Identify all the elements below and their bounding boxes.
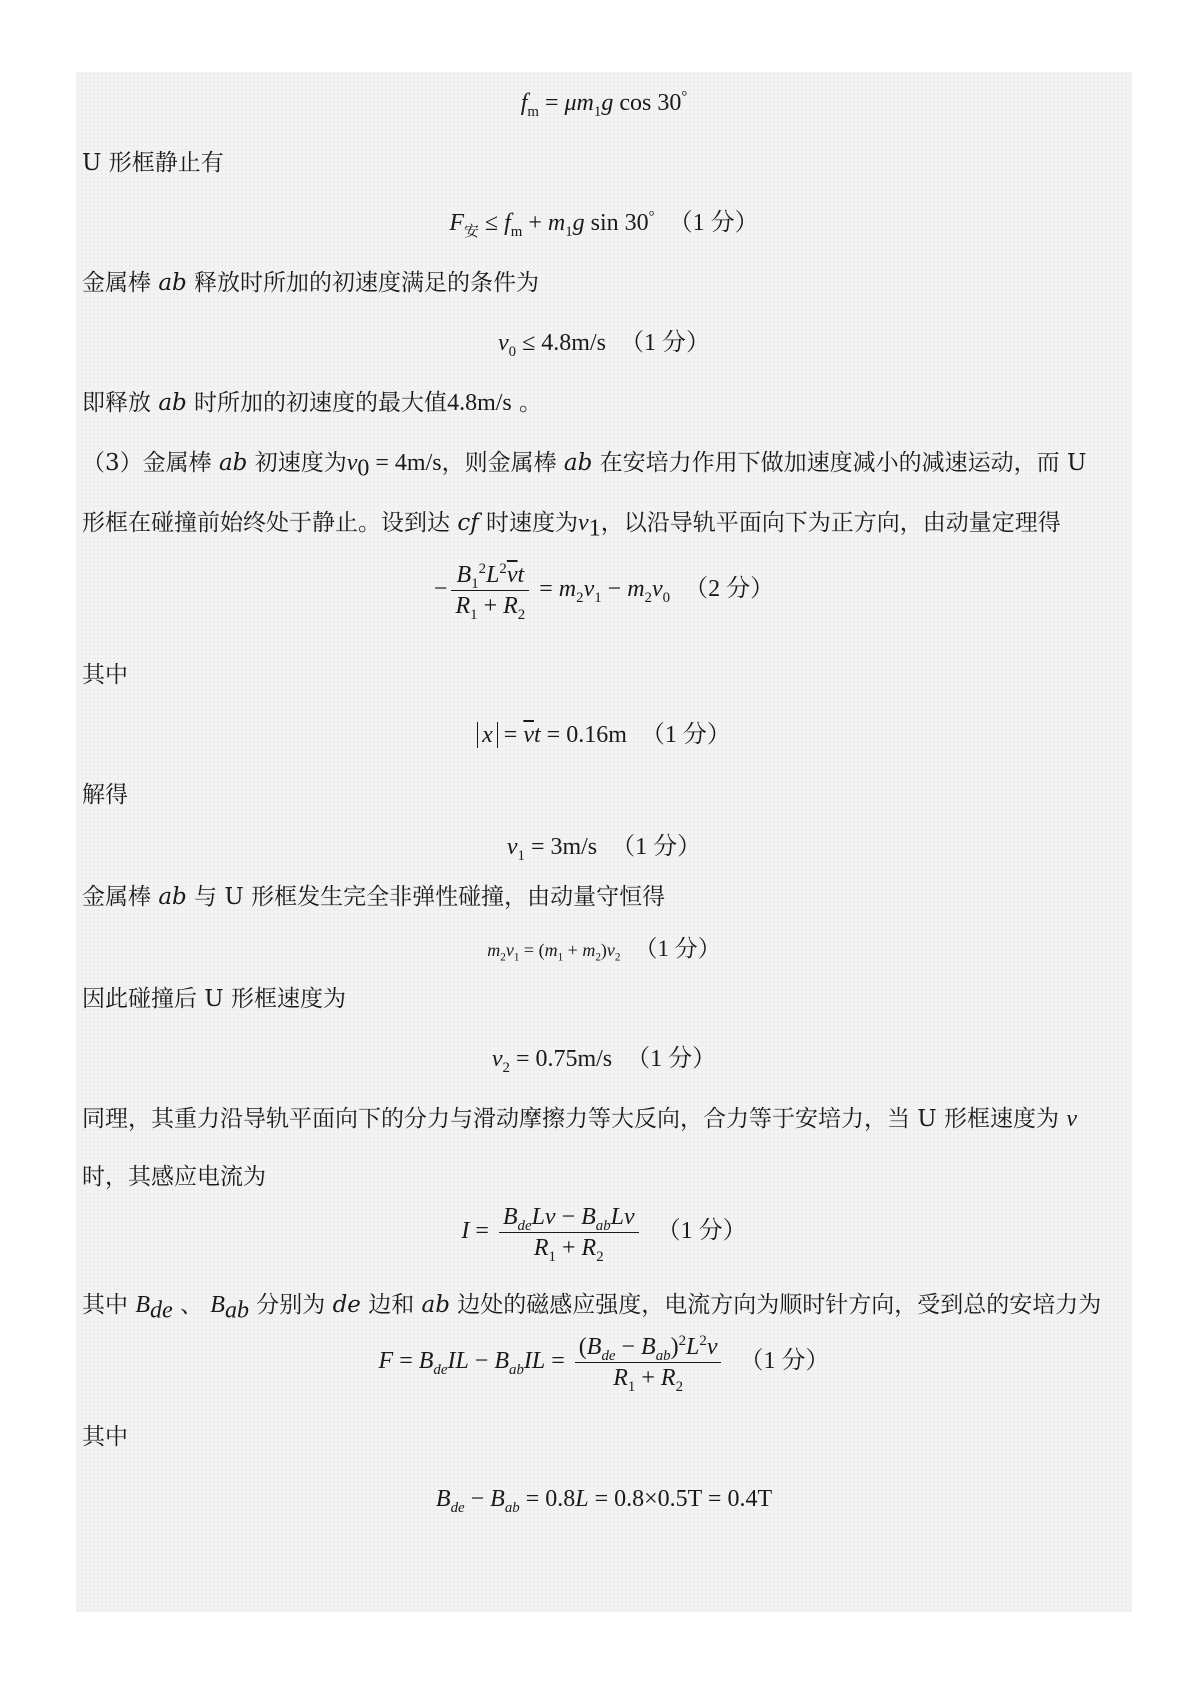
text-line: U 形框静止有 xyxy=(82,150,224,176)
score-label: （1 分） xyxy=(634,936,721,961)
text-line: 即释放 ab 时所加的初速度的最大值4.8m/s 。 xyxy=(82,390,543,416)
text-line: 时，其感应电流为 xyxy=(82,1164,266,1190)
score-label: （1 分） xyxy=(656,1218,747,1245)
equation-field-difference: $B_{de} - B_{ab} = 0.8L = 0.8\times 0.5T = 0.4T$ xyxy=(435,1486,773,1516)
text-line: （3）金属棒 ab 初速度为$v_0 = 4m/s$，则金属棒 ab 在安培力作用下做加速度减小的减速运动，而 U xyxy=(82,450,1087,482)
fraction: $\frac{(B_{de} - B_{ab})^2L^2v}{R_1 + R_2}$ xyxy=(575,1332,722,1393)
score-label: （1 分） xyxy=(619,330,710,356)
score-label: （1 分） xyxy=(626,1046,717,1072)
score-label: （1 分） xyxy=(668,210,759,236)
fraction: $\frac{B_1^2L^2\overline{v}t}{R_1 + R_2}$ xyxy=(451,560,529,621)
equation-displacement: $x = \overline{v}t = 0.16m$ （1 分） xyxy=(76,720,1132,750)
equation-v2-result: $v_2 = 0.75m/s$ （1 分） xyxy=(491,1046,717,1076)
equation-initial-velocity-condition: $v_0 \le 4.8m/s$ （1 分） xyxy=(498,330,710,360)
text-line: 解得 xyxy=(82,782,128,808)
text-line: 其中 xyxy=(82,662,128,688)
equation-total-ampere-force: $F = B_{de}IL - B_{ab}IL$ = $\frac{(B_{de} - B_{ab})^2L^2v}{R_1 + R_2}$ （1 分） xyxy=(378,1333,830,1395)
equation-momentum-conservation: $m_2v_1 = (m_1 + m_2)v_2$ （1 分） xyxy=(487,936,721,964)
text-line: 金属棒 ab 释放时所加的初速度满足的条件为 xyxy=(82,270,540,296)
score-label: （1 分） xyxy=(739,1348,830,1375)
equation-ampere-force-condition: $F_安 \le f_m + m_1g$ sin 30° （1 分） xyxy=(449,209,759,240)
score-label: （1 分） xyxy=(611,834,702,860)
text-line: 因此碰撞后 U 形框速度为 xyxy=(82,986,347,1012)
document-page xyxy=(76,72,1132,1612)
score-label: （2 分） xyxy=(684,576,775,603)
equation-max-static-friction: $f_m = \mu m_1g$ cos 30° xyxy=(520,89,688,120)
score-label: （1 分） xyxy=(640,722,731,748)
equation-momentum-theorem: − $\frac{B_1^2L^2\overline{v}t}{R_1 + R_2}$ = $m_2v_1 - m_2v_0$ （2 分） xyxy=(433,561,775,623)
text-line: 同理，其重力沿导轨平面向下的分力与滑动摩擦力等大反向，合力等于安培力，当 U 形框速度为 v xyxy=(82,1106,1077,1132)
equation-induced-current: I = $\frac{B_{de}Lv - B_{ab}Lv}{R_1 + R_2}$ （1 分） xyxy=(461,1204,747,1265)
text-line: 其中 $B_{de}$ 、 $B_{ab}$ 分别为 de 边和 ab 边处的磁感应强度，电流方向为顺时针方向，受到总的安培力为 xyxy=(82,1292,1102,1324)
text-line: 形框在碰撞前始终处于静止。设到达 cf 时速度为$v_1$，以沿导轨平面向下为正方向，由动量定理得 xyxy=(82,510,1061,542)
fraction: $\frac{B_{de}Lv - B_{ab}Lv}{R_1 + R_2}$ xyxy=(499,1202,639,1263)
text-line: 其中 xyxy=(82,1424,128,1450)
text-line: 金属棒 ab 与 U 形框发生完全非弹性碰撞，由动量守恒得 xyxy=(82,884,666,910)
equation-v1-result: $v_1 = 3m/s$ （1 分） xyxy=(506,834,702,864)
